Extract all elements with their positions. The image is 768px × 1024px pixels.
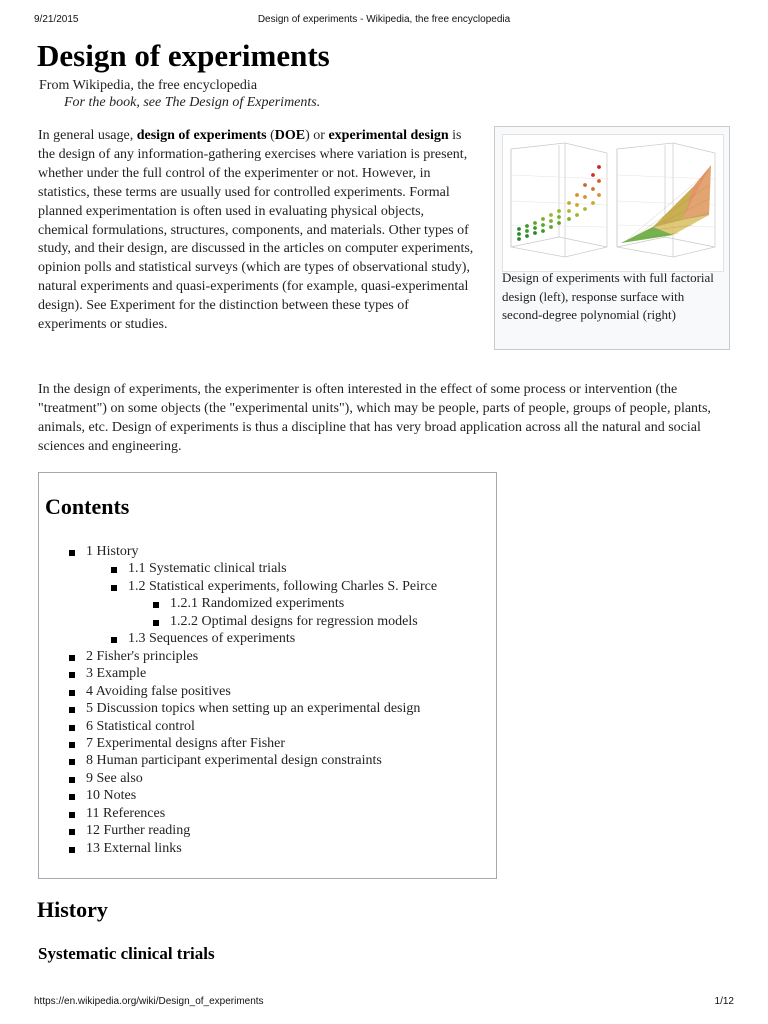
figure-thumbnail xyxy=(494,126,730,350)
toc-item[interactable] xyxy=(86,718,496,735)
toc-list xyxy=(86,543,496,857)
toc-title: Contents xyxy=(45,494,130,519)
toc-item-label[interactable]: 8 Human participant experimental design constraints xyxy=(86,753,382,769)
toc-item[interactable] xyxy=(86,648,496,665)
toc-item[interactable] xyxy=(86,700,496,717)
toc-item[interactable] xyxy=(170,595,496,612)
toc-item[interactable] xyxy=(86,683,496,700)
print-header xyxy=(34,14,734,28)
toc-item-label[interactable]: 13 External links xyxy=(86,840,182,856)
toc-item-label[interactable]: 1.1 Systematic clinical trials xyxy=(128,561,287,577)
toc-item[interactable] xyxy=(128,560,496,577)
print-page-title: Design of experiments - Wikipedia, the free encyclopedia xyxy=(257,14,511,25)
intro-paragraph xyxy=(38,127,478,335)
intro-lead-text: In general usage, xyxy=(38,128,137,143)
term-experimental-design: experimental design xyxy=(328,128,449,143)
toc-item-label[interactable]: 1.2.1 Randomized experiments xyxy=(170,596,345,612)
toc-item[interactable] xyxy=(86,770,496,787)
toc-item-label[interactable]: 6 Statistical control xyxy=(86,718,195,734)
toc-item-label[interactable]: 1.2 Statistical experiments, following Charles S. Peirce xyxy=(128,578,438,594)
toc-item[interactable] xyxy=(86,822,496,839)
term-design-of-experiments: design of experiments xyxy=(136,128,267,143)
toc-item[interactable] xyxy=(170,613,496,630)
figure-caption: Design of experiments with full factorial design (left), response surface with second-degree polynomial (right) xyxy=(502,270,714,322)
article-title: Design of experiments xyxy=(37,38,330,73)
toc-item[interactable] xyxy=(86,840,496,857)
toc-item-label[interactable]: 1 History xyxy=(86,544,139,559)
toc-sublist xyxy=(128,595,496,630)
toc-item-label[interactable]: 12 Further reading xyxy=(86,823,191,839)
toc-item[interactable] xyxy=(86,543,496,648)
intro-text: ) or xyxy=(305,128,329,143)
toc-item-label[interactable]: 3 Example xyxy=(86,666,147,682)
print-url: https://en.wikipedia.org/wiki/Design_of_experiments xyxy=(34,996,264,1007)
toc-item[interactable] xyxy=(86,805,496,822)
subsection-heading-clinical-trials: Systematic clinical trials xyxy=(38,944,215,963)
paragraph-2: In the design of experiments, the experimenter is often interested in the effect of some process or intervention (the "treatment") on some objects (the "experimental units"), which may be people, parts of people, groups of people, plants, animals, etc. Design of experiments is thus a discipline that has very broad application across all the natural and social sciences and engineering. xyxy=(38,382,711,454)
print-date: 9/21/2015 xyxy=(34,14,79,25)
toc-item-label[interactable]: 10 Notes xyxy=(86,788,137,804)
toc-item[interactable] xyxy=(86,735,496,752)
table-of-contents xyxy=(38,472,497,879)
toc-item-label[interactable]: 9 See also xyxy=(86,770,143,786)
toc-item[interactable] xyxy=(86,752,496,769)
intro-body-text: is the design of any information-gathering exercises where variation is present, whether under the full control of the experimenter or not. However, in statistics, these terms are usually used for controlled experiments. Formal planned experimentation is often used in evaluating physical objects, chemical formulations, structures, components, and materials. Other types of study, and their design, are discussed in the articles on computer experiments, opinion polls and statistical surveys (which are types of observational study), natural experiments and quasi-experiments (for example, quasi-experimental design). See Experiment for the distinction between these types of experiments or studies. xyxy=(38,128,474,333)
response-surface xyxy=(621,165,711,243)
toc-item[interactable] xyxy=(86,787,496,804)
term-doe: DOE xyxy=(274,128,306,143)
toc-item-label[interactable]: 4 Avoiding false positives xyxy=(86,683,231,699)
toc-item[interactable] xyxy=(128,578,496,630)
hatnote[interactable]: For the book, see The Design of Experiments. xyxy=(64,95,321,110)
page-number: 1/12 xyxy=(714,996,734,1007)
toc-item-label[interactable]: 7 Experimental designs after Fisher xyxy=(86,735,286,751)
section-heading-history: History xyxy=(37,897,108,922)
intro-text: ( xyxy=(266,128,275,143)
toc-item[interactable] xyxy=(128,630,496,647)
site-tagline: From Wikipedia, the free encyclopedia xyxy=(39,78,258,93)
doe-plots-graphic xyxy=(503,135,721,269)
toc-item-label[interactable]: 11 References xyxy=(86,805,166,821)
toc-item-label[interactable]: 1.3 Sequences of experiments xyxy=(128,631,296,647)
figure-image[interactable] xyxy=(502,134,724,272)
toc-item-label[interactable]: 5 Discussion topics when setting up an experimental design xyxy=(86,701,421,717)
toc-item-label[interactable]: 2 Fisher's principles xyxy=(86,648,199,664)
toc-item-label[interactable]: 1.2.2 Optimal designs for regression models xyxy=(170,613,418,629)
toc-item[interactable] xyxy=(86,665,496,682)
toc-sublist xyxy=(86,560,496,647)
print-footer xyxy=(34,996,734,1010)
